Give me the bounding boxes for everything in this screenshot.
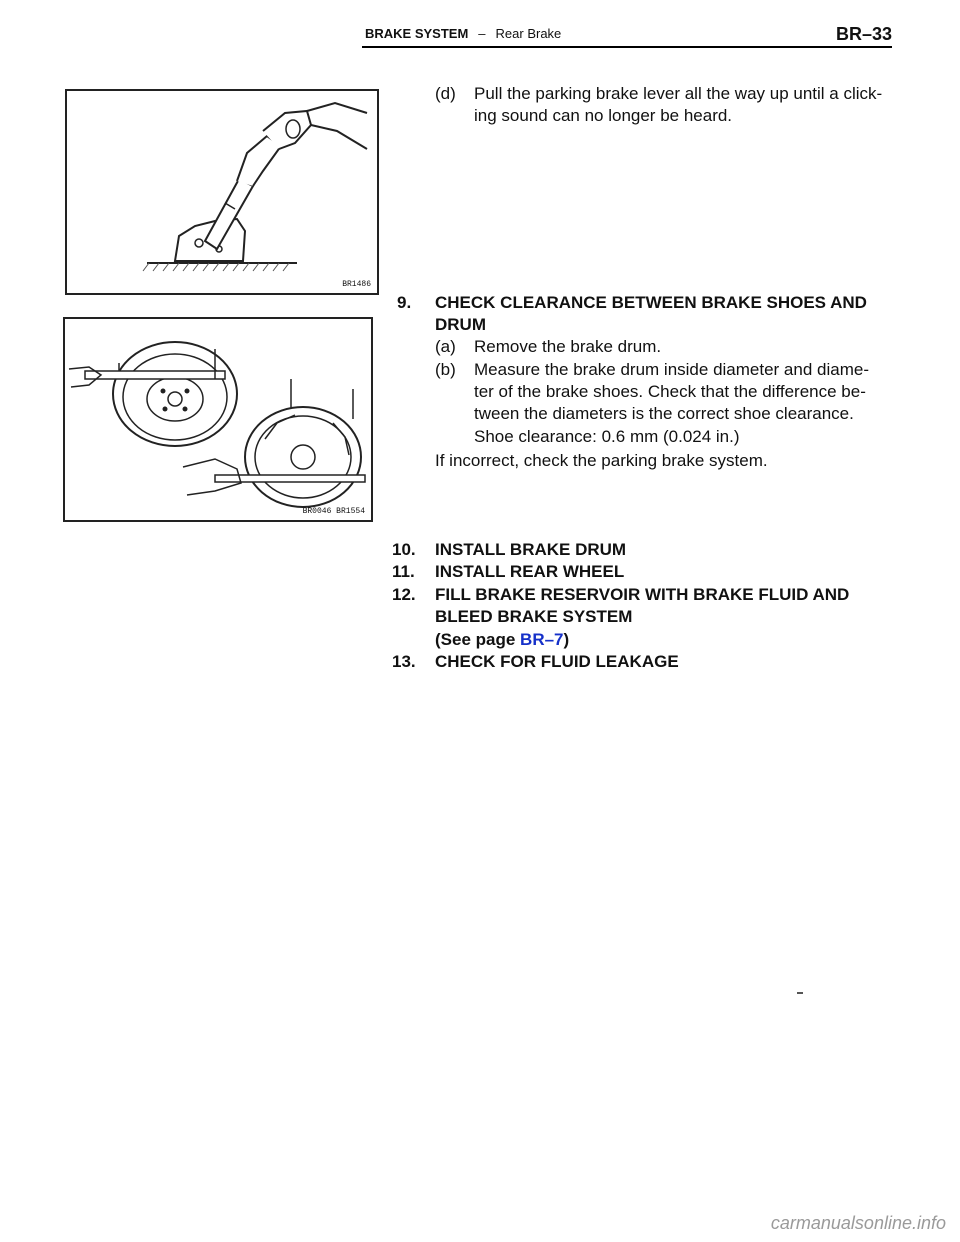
shoe-clearance-spec: Shoe clearance: 0.6 mm (0.024 in.) [474,427,740,446]
figure-drum-measurement [63,317,373,522]
drum-measurement-illustration [65,319,371,520]
step-9b-label: (b) [435,360,456,379]
step-11-text: INSTALL REAR WHEEL [435,562,625,581]
header-separator: – [478,26,486,41]
figure-code: BR0046 BR1554 [302,507,365,516]
step-9b-text-line2: ter of the brake shoes. Check that the difference be- [474,382,866,401]
page-number: BR–33 [835,24,892,44]
page-header [365,26,561,41]
watermark: carmanualsonline.info [770,1213,946,1233]
scan-speck [797,992,803,994]
step-12-page-reference [435,629,569,651]
step-9-number: 9. [397,293,412,312]
step-13-number: 13. [392,652,416,671]
header-rule [362,46,892,48]
step-9a-label: (a) [435,337,456,356]
step-11-number: 11. [392,562,415,581]
step-d-text-line1: Pull the parking brake lever all the way up until a click- [474,84,883,103]
step-d-label: (d) [435,84,456,103]
step-9a-text: Remove the brake drum. [474,337,662,356]
step-10-text: INSTALL BRAKE DRUM [435,540,627,559]
step-12-text-line1: FILL BRAKE RESERVOIR WITH BRAKE FLUID AND [435,585,850,604]
step-9-title-line1: CHECK CLEARANCE BETWEEN BRAKE SHOES AND [435,293,867,312]
parking-brake-illustration [67,91,377,293]
figure-parking-brake-lever [65,89,379,295]
figure-code: BR1486 [342,280,371,289]
step-9b-text-line1: Measure the brake drum inside diameter and diame- [474,360,869,379]
page-link-br7[interactable]: BR–7 [520,630,564,649]
reference-prefix: (See page [435,630,521,649]
step-d-text-line2: ing sound can no longer be heard. [474,106,733,125]
reference-suffix: ) [563,630,570,649]
step-12-text-line2: BLEED BRAKE SYSTEM [435,607,633,626]
step-12-number: 12. [392,585,416,604]
section-title: BRAKE SYSTEM [365,26,469,41]
step-9-note: If incorrect, check the parking brake system. [435,451,768,470]
step-9-title-line2: DRUM [435,315,486,334]
step-10-number: 10. [392,540,416,559]
step-13-text: CHECK FOR FLUID LEAKAGE [435,652,679,671]
step-9b-text-line3: tween the diameters is the correct shoe clearance. [474,404,854,423]
subsection-title: Rear Brake [495,26,562,41]
